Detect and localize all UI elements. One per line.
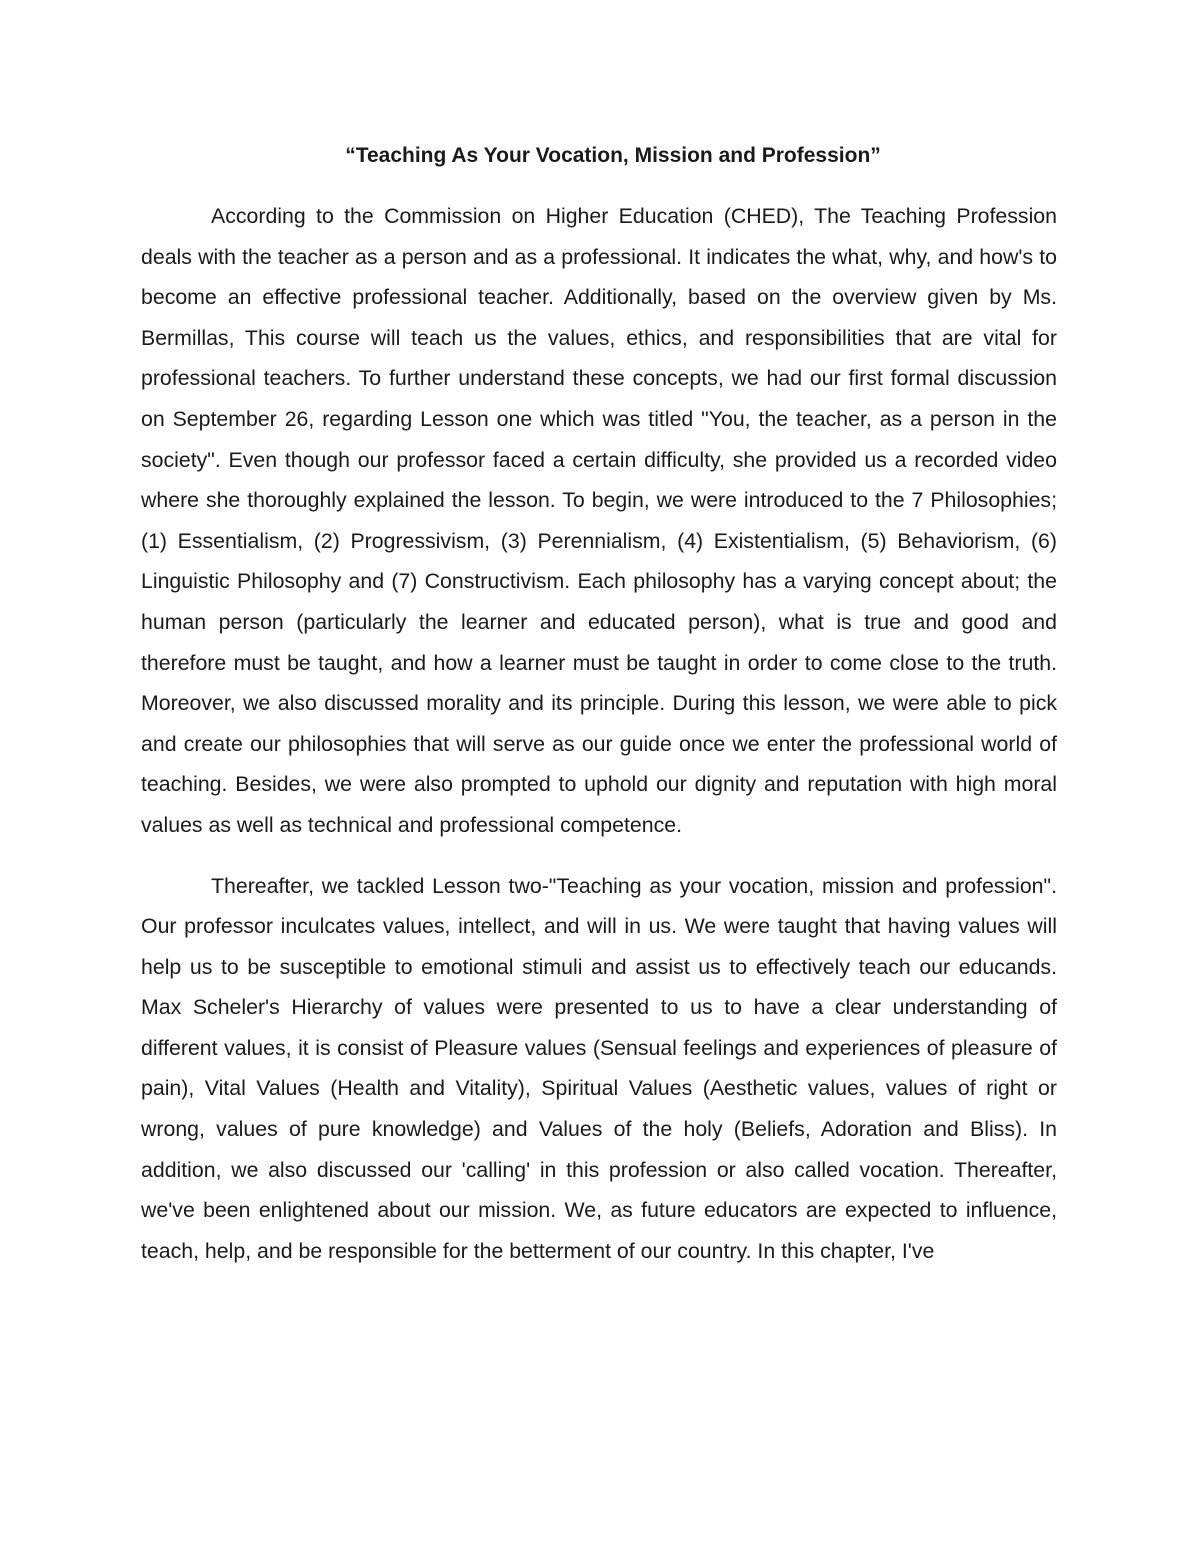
- paragraph-lesson-one: According to the Commission on Higher Education (CHED), The Teaching Profession deals with the teacher as a person and as a professional. It indicates the what, why, and how's to become an effective professional teacher. Additionally, based on the overview given by Ms. Bermillas, This course will teach us the values, ethics, and responsibilities that are vital for professional teachers. To further understand these concepts, we had our first formal discussion on September 26, regarding Lesson one which was titled "You, the teacher, as a person in the society". Even though our professor faced a certain difficulty, she provided us a recorded video where she thoroughly explained the lesson. To begin, we were introduced to the 7 Philosophies; (1) Essentialism, (2) Progressivism, (3) Perennialism, (4) Existentialism, (5) Behaviorism, (6) Linguistic Philosophy and (7) Constructivism. Each philosophy has a varying concept about; the human person (particularly the learner and educated person), what is true and good and therefore must be taught, and how a learner must be taught in order to come close to the truth. Moreover, we also discussed morality and its principle. During this lesson, we were able to pick and create our philosophies that will serve as our guide once we enter the professional world of teaching. Besides, we were also prompted to uphold our dignity and reputation with high moral values as well as technical and professional competence.: [141, 204, 1057, 837]
- document-body: [141, 196, 1057, 1271]
- document-title: “Teaching As Your Vocation, Mission and Profession”: [345, 144, 881, 167]
- paragraph-lesson-two: Thereafter, we tackled Lesson two-"Teaching as your vocation, mission and profession". Our professor inculcates values, intellect, and will in us. We were taught that having values will help us to be susceptible to emotional stimuli and assist us to effectively teach our educands. Max Scheler's Hierarchy of values were presented to us to have a clear understanding of different values, it is consist of Pleasure values (Sensual feelings and experiences of pleasure of pain), Vital Values (Health and Vitality), Spiritual Values (Aesthetic values, values of right or wrong, values of pure knowledge) and Values of the holy (Beliefs, Adoration and Bliss). In addition, we also discussed our 'calling' in this profession or also called vocation. Thereafter, we've been enlightened about our mission. We, as future educators are expected to influence, teach, help, and be responsible for the betterment of our country. In this chapter, I've: [141, 873, 1057, 1263]
